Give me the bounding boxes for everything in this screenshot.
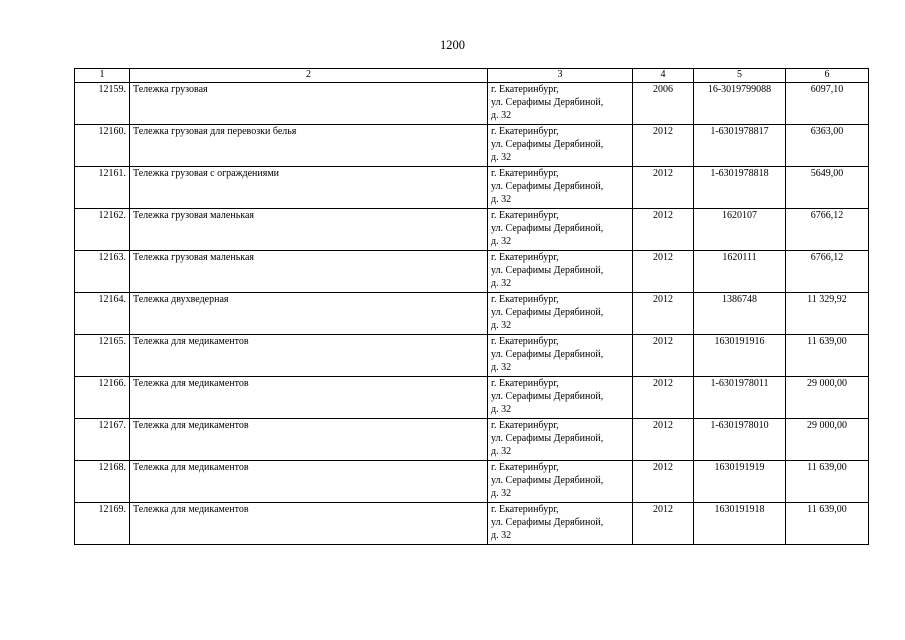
address-line: д. 32 bbox=[491, 530, 512, 541]
inventory-number-cell: 1620107 bbox=[694, 209, 786, 251]
item-name-cell: Тележка грузовая bbox=[130, 83, 488, 125]
address-line: д. 32 bbox=[491, 488, 512, 499]
cost-cell: 6766,12 bbox=[786, 209, 869, 251]
address-cell bbox=[488, 125, 633, 167]
row-number-cell: 12169. bbox=[75, 503, 130, 545]
address-line: г. Екатеринбург, bbox=[491, 504, 559, 515]
row-number-cell: 12161. bbox=[75, 167, 130, 209]
item-name-cell: Тележка для медикаментов bbox=[130, 377, 488, 419]
inventory-number-cell: 1630191916 bbox=[694, 335, 786, 377]
address-line: ул. Серафимы Дерябиной, bbox=[491, 307, 604, 318]
address-line: г. Екатеринбург, bbox=[491, 294, 559, 305]
column-header: 2 bbox=[130, 69, 488, 83]
row-number-cell: 12160. bbox=[75, 125, 130, 167]
table-row bbox=[75, 251, 869, 293]
row-number-cell: 12163. bbox=[75, 251, 130, 293]
address-cell bbox=[488, 461, 633, 503]
item-name-cell: Тележка для медикаментов bbox=[130, 335, 488, 377]
inventory-number-cell: 1620111 bbox=[694, 251, 786, 293]
cost-cell: 11 639,00 bbox=[786, 461, 869, 503]
table-row bbox=[75, 377, 869, 419]
address-line: г. Екатеринбург, bbox=[491, 210, 559, 221]
inventory-number-cell: 1-6301978011 bbox=[694, 377, 786, 419]
address-cell bbox=[488, 167, 633, 209]
inventory-number-cell: 1-6301978010 bbox=[694, 419, 786, 461]
address-line: д. 32 bbox=[491, 362, 512, 373]
table-row bbox=[75, 419, 869, 461]
item-name-cell: Тележка для медикаментов bbox=[130, 419, 488, 461]
address-line: ул. Серафимы Дерябиной, bbox=[491, 391, 604, 402]
row-number-cell: 12159. bbox=[75, 83, 130, 125]
row-number-cell: 12168. bbox=[75, 461, 130, 503]
address-cell bbox=[488, 419, 633, 461]
address-line: д. 32 bbox=[491, 404, 512, 415]
cost-cell: 6097,10 bbox=[786, 83, 869, 125]
inventory-number-cell: 1630191918 bbox=[694, 503, 786, 545]
item-name-cell: Тележка грузовая маленькая bbox=[130, 251, 488, 293]
address-line: д. 32 bbox=[491, 278, 512, 289]
cost-cell: 11 639,00 bbox=[786, 335, 869, 377]
column-header: 6 bbox=[786, 69, 869, 83]
table-row bbox=[75, 461, 869, 503]
address-line: г. Екатеринбург, bbox=[491, 336, 559, 347]
address-line: ул. Серафимы Дерябиной, bbox=[491, 223, 604, 234]
year-cell: 2012 bbox=[633, 335, 694, 377]
item-name-cell: Тележка для медикаментов bbox=[130, 461, 488, 503]
item-name-cell: Тележка грузовая маленькая bbox=[130, 209, 488, 251]
cost-cell: 29 000,00 bbox=[786, 419, 869, 461]
row-number-cell: 12162. bbox=[75, 209, 130, 251]
cost-cell: 6363,00 bbox=[786, 125, 869, 167]
column-header: 1 bbox=[75, 69, 130, 83]
year-cell: 2012 bbox=[633, 125, 694, 167]
address-line: г. Екатеринбург, bbox=[491, 84, 559, 95]
table-row bbox=[75, 335, 869, 377]
year-cell: 2012 bbox=[633, 461, 694, 503]
cost-cell: 11 329,92 bbox=[786, 293, 869, 335]
page-number: 1200 bbox=[440, 38, 465, 52]
address-line: д. 32 bbox=[491, 320, 512, 331]
inventory-number-cell: 1-6301978818 bbox=[694, 167, 786, 209]
address-line: д. 32 bbox=[491, 446, 512, 457]
address-cell bbox=[488, 503, 633, 545]
table-row bbox=[75, 125, 869, 167]
inventory-number-cell: 1630191919 bbox=[694, 461, 786, 503]
item-name-cell: Тележка двухведерная bbox=[130, 293, 488, 335]
address-line: г. Екатеринбург, bbox=[491, 252, 559, 263]
address-cell bbox=[488, 335, 633, 377]
cost-cell: 6766,12 bbox=[786, 251, 869, 293]
address-line: д. 32 bbox=[491, 110, 512, 121]
address-line: д. 32 bbox=[491, 194, 512, 205]
address-cell bbox=[488, 209, 633, 251]
row-number-cell: 12167. bbox=[75, 419, 130, 461]
address-cell bbox=[488, 293, 633, 335]
year-cell: 2012 bbox=[633, 167, 694, 209]
year-cell: 2012 bbox=[633, 377, 694, 419]
address-cell bbox=[488, 251, 633, 293]
row-number-cell: 12164. bbox=[75, 293, 130, 335]
year-cell: 2012 bbox=[633, 251, 694, 293]
address-cell bbox=[488, 83, 633, 125]
address-line: д. 32 bbox=[491, 152, 512, 163]
column-header: 4 bbox=[633, 69, 694, 83]
year-cell: 2006 bbox=[633, 83, 694, 125]
table-row bbox=[75, 209, 869, 251]
table-body bbox=[75, 83, 869, 545]
year-cell: 2012 bbox=[633, 293, 694, 335]
cost-cell: 29 000,00 bbox=[786, 377, 869, 419]
item-name-cell: Тележка грузовая с ограждениями bbox=[130, 167, 488, 209]
table-row bbox=[75, 503, 869, 545]
address-line: ул. Серафимы Дерябиной, bbox=[491, 475, 604, 486]
inventory-number-cell: 16-3019799088 bbox=[694, 83, 786, 125]
address-line: ул. Серафимы Дерябиной, bbox=[491, 517, 604, 528]
header-row bbox=[75, 69, 869, 83]
address-line: г. Екатеринбург, bbox=[491, 126, 559, 137]
inventory-table bbox=[74, 68, 869, 545]
cost-cell: 5649,00 bbox=[786, 167, 869, 209]
address-cell bbox=[488, 377, 633, 419]
address-line: ул. Серафимы Дерябиной, bbox=[491, 181, 604, 192]
address-line: г. Екатеринбург, bbox=[491, 462, 559, 473]
table-header bbox=[75, 69, 869, 83]
address-line: г. Екатеринбург, bbox=[491, 378, 559, 389]
cost-cell: 11 639,00 bbox=[786, 503, 869, 545]
address-line: ул. Серафимы Дерябиной, bbox=[491, 265, 604, 276]
address-line: г. Екатеринбург, bbox=[491, 168, 559, 179]
address-line: ул. Серафимы Дерябиной, bbox=[491, 97, 604, 108]
year-cell: 2012 bbox=[633, 419, 694, 461]
row-number-cell: 12165. bbox=[75, 335, 130, 377]
table-row bbox=[75, 167, 869, 209]
address-line: ул. Серафимы Дерябиной, bbox=[491, 139, 604, 150]
inventory-number-cell: 1-6301978817 bbox=[694, 125, 786, 167]
address-line: д. 32 bbox=[491, 236, 512, 247]
address-line: г. Екатеринбург, bbox=[491, 420, 559, 431]
table-row bbox=[75, 83, 869, 125]
address-line: ул. Серафимы Дерябиной, bbox=[491, 349, 604, 360]
item-name-cell: Тележка грузовая для перевозки белья bbox=[130, 125, 488, 167]
row-number-cell: 12166. bbox=[75, 377, 130, 419]
column-header: 3 bbox=[488, 69, 633, 83]
table-row bbox=[75, 293, 869, 335]
year-cell: 2012 bbox=[633, 209, 694, 251]
address-line: ул. Серафимы Дерябиной, bbox=[491, 433, 604, 444]
column-header: 5 bbox=[694, 69, 786, 83]
year-cell: 2012 bbox=[633, 503, 694, 545]
item-name-cell: Тележка для медикаментов bbox=[130, 503, 488, 545]
inventory-number-cell: 1386748 bbox=[694, 293, 786, 335]
